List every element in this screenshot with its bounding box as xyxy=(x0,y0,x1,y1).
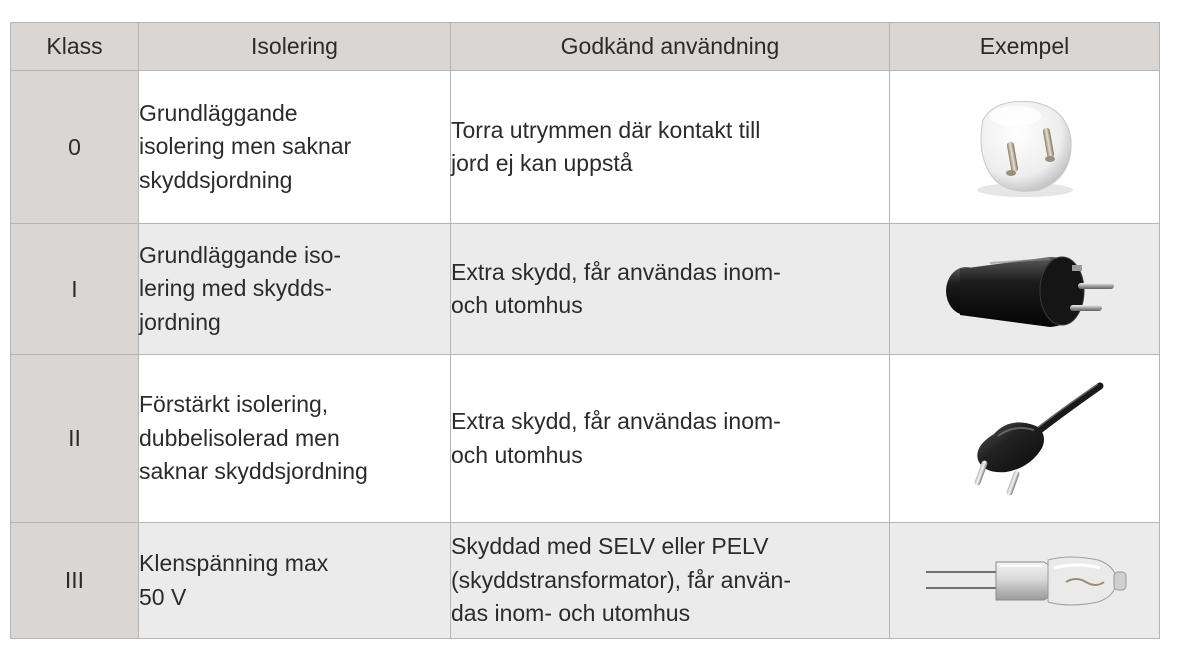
black-earthed-plug-icon xyxy=(930,239,1120,339)
table-row xyxy=(11,71,1160,224)
text-line: das inom- och utomhus xyxy=(451,600,691,627)
klass-cell: I xyxy=(11,224,139,355)
header-exempel: Exempel xyxy=(890,23,1160,71)
text-line: och utomhus xyxy=(451,292,583,318)
text-line: 50 V xyxy=(139,583,187,610)
isolering-cell xyxy=(139,523,451,639)
isolering-cell xyxy=(139,355,451,523)
text-line: dubbelisolerad men xyxy=(139,424,340,451)
text-line: Torra utrymmen där kontakt till xyxy=(451,116,761,143)
exempel-cell xyxy=(890,355,1160,523)
halogen-bulb-icon xyxy=(920,546,1130,616)
anvandning-cell xyxy=(451,224,890,355)
table-row xyxy=(11,355,1160,523)
anvandning-cell xyxy=(451,71,890,224)
text-line: skyddsjordning xyxy=(139,166,293,193)
text-line: Skyddad med SELV eller PELV xyxy=(451,533,769,560)
anvandning-cell xyxy=(451,523,890,639)
text-line: Klenspänning max xyxy=(139,550,329,576)
text-line: jord ej kan uppstå xyxy=(451,150,633,176)
header-row xyxy=(11,23,1160,71)
anvandning-cell xyxy=(451,355,890,523)
text-line: saknar skyddsjordning xyxy=(139,458,368,485)
exempel-cell xyxy=(890,71,1160,224)
text-line: Grundläggande iso- xyxy=(139,241,342,268)
isolering-cell xyxy=(139,224,451,355)
text-line: isolering men saknar xyxy=(139,133,352,160)
euro-plug-with-cord-icon xyxy=(940,374,1110,504)
exempel-cell xyxy=(890,523,1160,639)
klass-cell: II xyxy=(11,355,139,523)
table-row xyxy=(11,523,1160,639)
header-isolering: Isolering xyxy=(139,23,451,71)
klass-cell: III xyxy=(11,523,139,639)
text-line: lering med skydds- xyxy=(139,275,333,302)
text-line: och utomhus xyxy=(451,441,583,468)
text-line: Extra skydd, får användas inom- xyxy=(451,258,781,285)
isolering-cell xyxy=(139,71,451,224)
header-anvandning: Godkänd användning xyxy=(451,23,890,71)
klass-cell: 0 xyxy=(11,71,139,224)
header-klass: Klass xyxy=(11,23,139,71)
isolation-class-table xyxy=(10,22,1160,639)
exempel-cell xyxy=(890,224,1160,355)
text-line: Extra skydd, får användas inom- xyxy=(451,408,781,434)
text-line: jordning xyxy=(139,308,221,335)
text-line: Förstärkt isolering, xyxy=(139,391,329,418)
text-line: (skyddstransformator), får använ- xyxy=(451,566,792,593)
table-row xyxy=(11,224,1160,355)
text-line: Grundläggande xyxy=(139,99,298,126)
white-two-pin-plug-icon xyxy=(955,92,1095,202)
